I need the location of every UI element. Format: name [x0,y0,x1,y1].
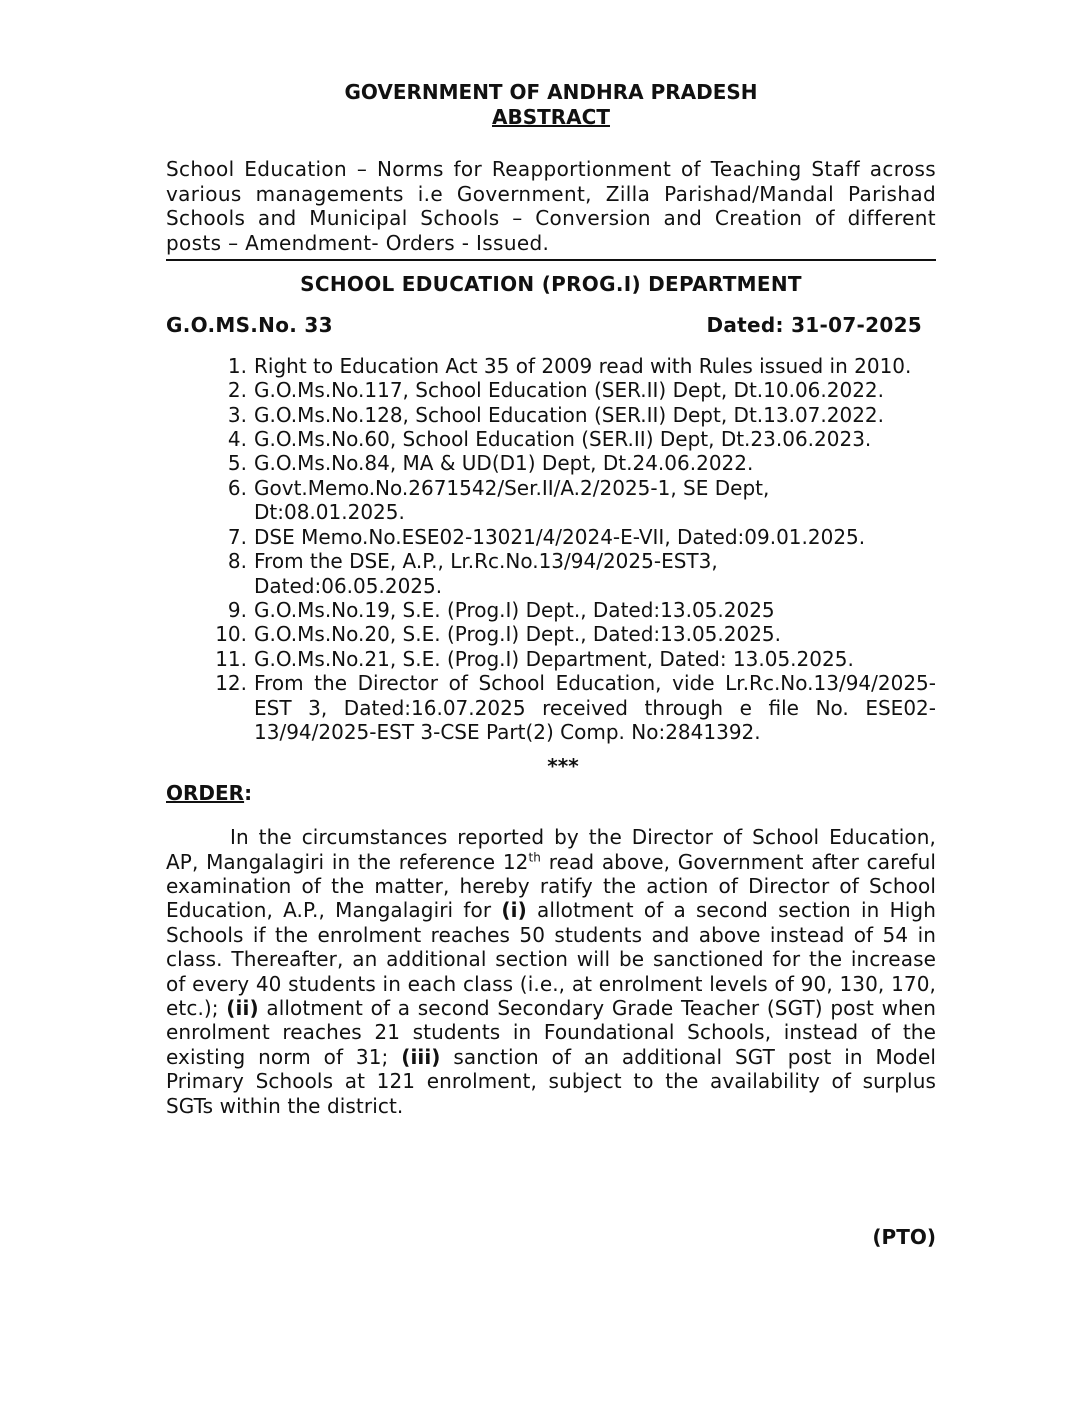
order-paragraph [166,825,936,1118]
reference-item [166,598,936,622]
reference-item [166,647,936,671]
reference-item [166,451,936,475]
order-text-2: read above, Government after careful examination of the matter, hereby ratify the action of Director of School Education, A.P., Mangalagiri for [166,849,936,923]
order-text-4: allotment of a second Secondary Grade Teacher (SGT) post when enrolment reaches 21 students in Foundational Schools, instead of the existing norm of 31; [166,996,936,1069]
reference-number: 1. [227,353,247,378]
subject-text: School Education – Norms for Reapportionment of Teaching Staff across various managements i.e Government, Zilla Parishad/Mandal Parishad Schools and Municipal Schools – Conversion and Creation of different posts – Amendment- Orders - Issued. [166,157,936,261]
order-heading-label: ORDER [166,780,245,805]
reference-number: 10. [215,622,247,647]
reference-item [166,476,936,525]
reference-item [166,403,936,427]
abstract-title: ABSTRACT [492,105,610,129]
reference-item [166,378,936,402]
reference-item [166,671,936,744]
government-title: GOVERNMENT OF ANDHRA PRADESH [344,80,758,104]
reference-text: G.O.Ms.No.19, S.E. (Prog.I) Dept., Dated:13.05.2025 [254,597,775,622]
reference-number: 9. [227,597,247,622]
separator-stars: *** [547,754,579,779]
reference-item [166,354,936,378]
reference-number: 4. [227,427,247,452]
order-marker-iii: (iii) [401,1044,441,1069]
go-document [166,80,936,1249]
reference-text: Govt.Memo.No.2671542/Ser.II/A.2/2025-1, SE Dept, Dt:08.01.2025. [254,475,770,525]
reference-item [166,622,936,646]
reference-number: 11. [215,646,247,671]
reference-text: G.O.Ms.No.60, School Education (SER.II) Dept, Dt.23.06.2023. [254,427,872,452]
reference-item [166,549,936,598]
go-number-line [166,313,936,337]
reference-text: Right to Education Act 35 of 2009 read with Rules issued in 2010. [254,353,912,378]
go-number: G.O.MS.No. 33 [166,313,333,338]
order-text-1: In the circumstances reported by the Director of School Education, AP, Mangalagiri in the reference 12 [166,825,936,874]
reference-number: 5. [227,451,247,476]
order-heading-colon: : [244,780,253,805]
reference-text: From the DSE, A.P., Lr.Rc.No.13/94/2025-EST3, Dated:06.05.2025. [254,549,718,598]
order-text-5: sanction of an additional SGT post in Model Primary Schools at 121 enrolment, subject to the availability of surplus SGTs within the district. [166,1044,936,1118]
go-date: Dated: 31-07-2025 [706,313,922,338]
reference-text: From the Director of School Education, vide Lr.Rc.No.13/94/2025-EST 3, Dated:16.07.2025 received through e file No. ESE02-13/94/2025-EST 3-CSE Part(2) Comp. No:2841392. [254,671,936,744]
reference-text: G.O.Ms.No.84, MA & UD(D1) Dept, Dt.24.06.2022. [254,451,754,476]
reference-text: G.O.Ms.No.128, School Education (SER.II) Dept, Dt.13.07.2022. [254,402,885,427]
reference-number: 2. [227,378,247,403]
department-title: SCHOOL EDUCATION (PROG.I) DEPARTMENT [300,272,802,297]
reference-text: G.O.Ms.No.21, S.E. (Prog.I) Department, Dated: 13.05.2025. [254,646,854,671]
reference-number: 3. [227,402,247,427]
order-superscript: th [528,849,542,864]
reference-number: 6. [227,475,247,500]
reference-item [166,525,936,549]
reference-number: 7. [227,524,247,549]
order-heading [166,781,936,805]
order-marker-i: (i) [501,898,527,923]
reference-number: 12. [215,671,247,696]
order-text-3: allotment of a second section in High Schools if the enrolment reaches 50 students and above instead of 54 in class. Thereafter, an additional section will be sanctioned for the increase of every 40 students in each class (i.e., at enrolment levels of 90, 130, 170, etc.); [166,898,936,1020]
references-list [166,354,936,745]
order-marker-ii: (ii) [226,996,259,1020]
pto-label: (PTO) [872,1225,936,1249]
reference-text: G.O.Ms.No.117, School Education (SER.II) Dept, Dt.10.06.2022. [254,378,885,403]
reference-number: 8. [227,549,247,574]
reference-text: G.O.Ms.No.20, S.E. (Prog.I) Dept., Dated:13.05.2025. [254,622,782,647]
reference-text: DSE Memo.No.ESE02-13021/4/2024-E-VII, Dated:09.01.2025. [254,524,866,549]
reference-item [166,427,936,451]
